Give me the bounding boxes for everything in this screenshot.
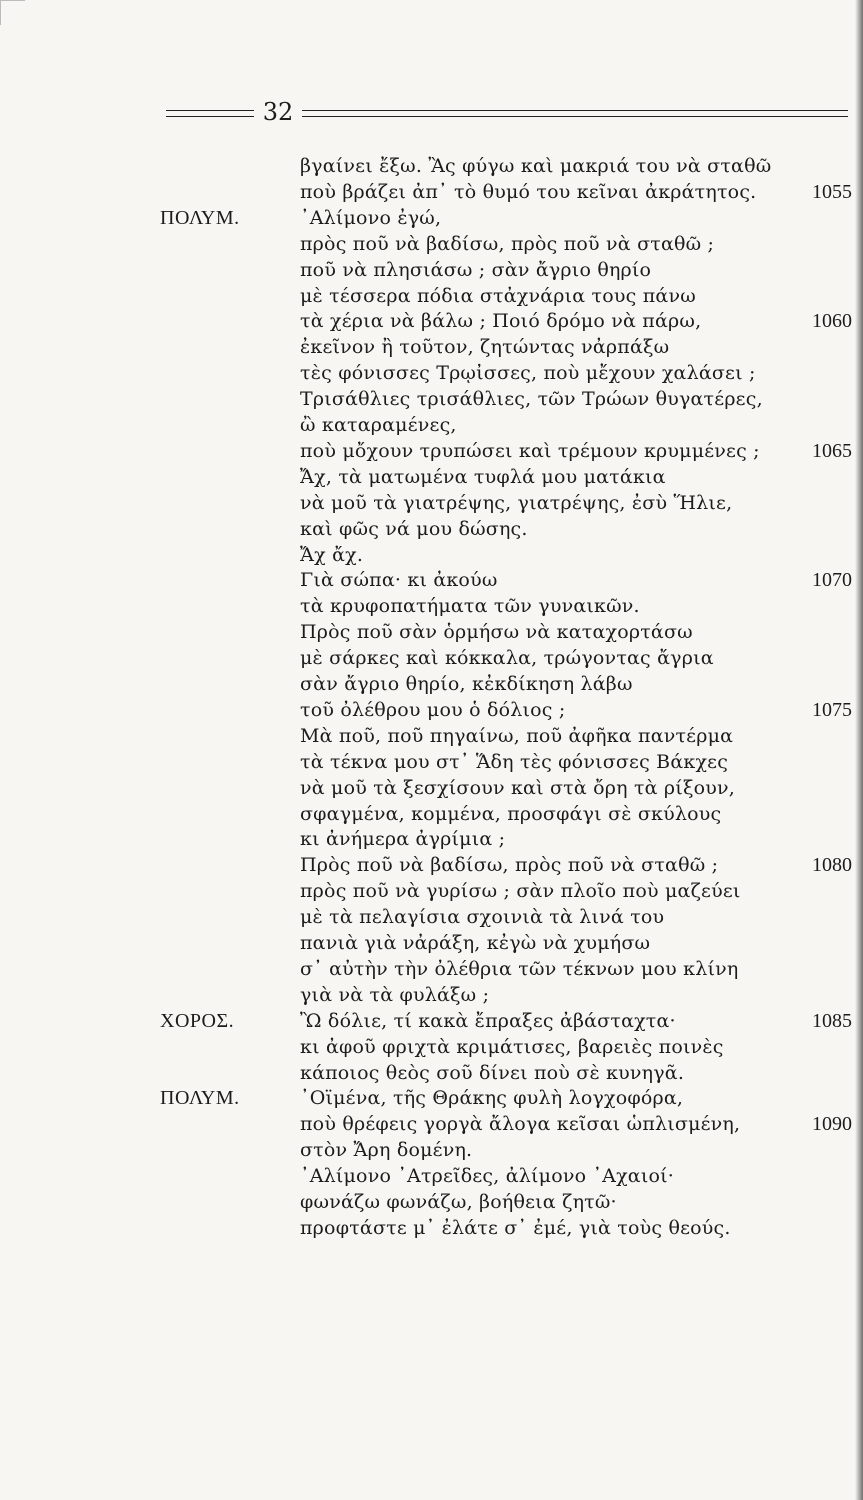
- verse-line: νὰ μοῦ τὰ γιατρέψης, γιατρέψης, ἐσὺ Ἥλιε,: [300, 492, 733, 514]
- verse-line: Ἄχ ἄχ.: [300, 544, 364, 566]
- verse-line: τὰ χέρια νὰ βάλω ; Ποιό δρόμο νὰ πάρω,: [300, 310, 702, 332]
- verse-line: ἐκεῖνον ἢ τοῦτον, ζητώντας νἀρπάξω: [300, 336, 670, 358]
- verse-line: Γιὰ σώπα· κι ἀκούω: [300, 569, 498, 591]
- speaker-label: ΠΟΛΥΜ.: [160, 1087, 240, 1109]
- verse-line: στὸν Ἄρη δομένη.: [300, 1139, 473, 1161]
- verse-line: νὰ μοῦ τὰ ξεσχίσουν καὶ στὰ ὄρη τὰ ρίξουν,: [300, 777, 735, 799]
- verse-line: τὰ κρυφοπατήματα τῶν γυναικῶν.: [300, 595, 640, 617]
- verse-line: πρὸς ποῦ νὰ γυρίσω ; σὰν πλοῖο ποὺ μαζεύει: [300, 880, 741, 902]
- verse-line: τὰ τέκνα μου στ᾿ Ἅδη τὲς φόνισσες Βάκχες: [300, 751, 729, 773]
- verse-line: Πρὸς ποῦ σὰν ὁρμήσω νὰ καταχορτάσω: [300, 621, 693, 643]
- verse-line: ποὺ μὄχουν τρυπώσει καὶ τρέμουν κρυμμένες ;: [300, 440, 760, 462]
- verse-line: Τρισάθλιες τρισάθλιες, τῶν Τρώων θυγατέρες,: [300, 388, 763, 410]
- verse-line: τοῦ ὀλέθρου μου ὁ δόλιος ;: [300, 699, 566, 721]
- header-rule-left: [166, 110, 254, 117]
- verse-line: κι ἀνήμερα ἀγρίμια ;: [300, 828, 506, 850]
- verse-line: προφτάστε μ᾿ ἐλάτε σ᾿ ἐμέ, γιὰ τοὺς θεούς.: [300, 1217, 731, 1239]
- verse-line: ᾿Αλίμονο ᾿Ατρεῖδες, ἀλίμονο ᾿Αχαιοί·: [300, 1165, 675, 1187]
- verse-line: ᾿Αλίμονο ἐγώ,: [300, 207, 442, 229]
- verse-line: ποὺ βράζει ἀπ᾿ τὸ θυμό του κεῖναι ἀκράτητος.: [300, 181, 757, 203]
- line-number: 1060: [812, 310, 852, 332]
- line-number: 1080: [812, 854, 852, 876]
- verse-line: βγαίνει ἔξω. Ἂς φύγω καὶ μακριά του νὰ σταθῶ: [300, 155, 772, 177]
- scan-corner-mark: [0, 0, 25, 25]
- header-rule-right: [302, 110, 848, 117]
- verse-line: καὶ φῶς νά μου δώσης.: [300, 518, 528, 540]
- page-number: 32: [262, 98, 294, 126]
- verse-line: μὲ τὰ πελαγίσια σχοινιὰ τὰ λινά του: [300, 906, 665, 928]
- verse-line: σ᾿ αὐτὴν τὴν ὀλέθρια τῶν τέκνων μου κλίνη: [300, 958, 739, 980]
- page-header: [0, 96, 863, 132]
- line-number: 1065: [812, 440, 852, 462]
- speaker-label: ΠΟΛΥΜ.: [160, 207, 240, 229]
- verse-line: φωνάζω φωνάζω, βοήθεια ζητῶ·: [300, 1191, 617, 1213]
- verse-line: Μὰ ποῦ, ποῦ πηγαίνω, ποῦ ἀφῆκα παντέρμα: [300, 725, 734, 747]
- verse-line: μὲ τέσσερα πόδια στἀχνάρια τους πάνω: [300, 285, 696, 307]
- line-number: 1075: [812, 699, 852, 721]
- verse-line: Ἄχ, τὰ ματωμένα τυφλά μου ματάκια: [300, 466, 666, 488]
- verse-line: τὲς φόνισσες Τρῳἰσσες, ποὺ μἔχουν χαλάσει ;: [300, 362, 756, 384]
- verse-line: γιὰ νὰ τὰ φυλάξω ;: [300, 984, 490, 1006]
- page-edge-shadow: [855, 0, 863, 1500]
- verse-line: σφαγμένα, κομμένα, προσφάγι σὲ σκύλους: [300, 803, 722, 825]
- verse-line: ποῦ νὰ πλησιάσω ; σὰν ἄγριο θηρίο: [300, 259, 652, 281]
- verse-line: Πρὸς ποῦ νὰ βαδίσω, πρὸς ποῦ νὰ σταθῶ ;: [300, 854, 719, 876]
- verse-line: πανιὰ γιὰ νἀράξη, κἐγὼ νὰ χυμήσω: [300, 932, 651, 954]
- verse-line: ᾿Οϊμένα, τῆς Θράκης φυλὴ λογχοφόρα,: [300, 1087, 684, 1109]
- verse-line: Ὢ δόλιε, τί κακὰ ἔπραξες ἀβάσταχτα·: [300, 1010, 676, 1032]
- verse-line: κάποιος θεὸς σοῦ δίνει ποὺ σὲ κυνηγᾶ.: [300, 1062, 685, 1084]
- verse-line: ποὺ θρέφεις γοργὰ ἄλογα κεῖσαι ὡπλισμένη,: [300, 1113, 741, 1135]
- verse-line: σὰν ἄγριο θηρίο, κἐκδίκηση λάβω: [300, 673, 633, 695]
- verse-line: μὲ σάρκες καὶ κόκκαλα, τρώγοντας ἄγρια: [300, 647, 714, 669]
- line-number: 1055: [812, 181, 852, 203]
- speaker-label: ΧΟΡΟΣ.: [160, 1010, 235, 1032]
- line-number: 1090: [812, 1113, 852, 1135]
- verse-line: ὢ καταραμένες,: [300, 414, 457, 436]
- verse-line: κι ἀφοῦ φριχτὰ κριμάτισες, βαρειὲς ποινὲς: [300, 1036, 724, 1058]
- line-number: 1085: [812, 1010, 852, 1032]
- line-number: 1070: [812, 569, 852, 591]
- verse-line: πρὸς ποῦ νὰ βαδίσω, πρὸς ποῦ νὰ σταθῶ ;: [300, 233, 715, 255]
